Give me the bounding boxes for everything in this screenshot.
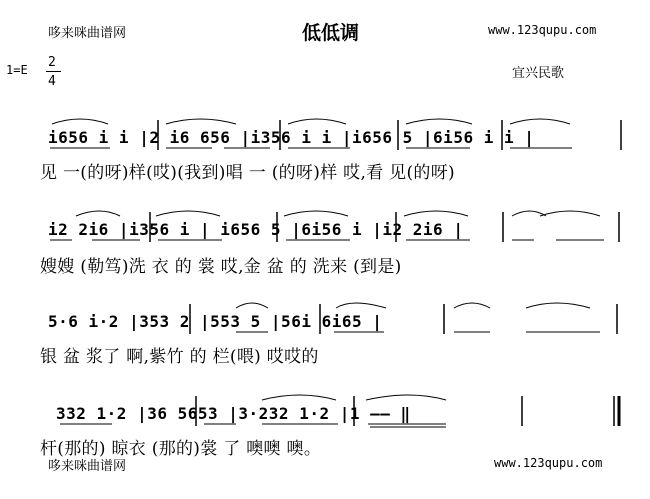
lyrics-line-3: 银 盆 浆了 啊,紫竹 的 栏(喂) 哎哎的 (40, 347, 319, 367)
footer-site-name: 哆来咪曲谱网 (48, 459, 127, 474)
notation-line-2: i2 2i6 |i356 i | i656 5 |6i56 i |i2 2i6 | (48, 220, 464, 239)
page-title: 低低调 (302, 22, 360, 44)
notation-line-1: i656 i i |2 i6 656 |i356 i i |i656 5 |6i56 i i | (48, 128, 535, 147)
notation-line-3: 5·6 i·2 |353 2 |553 5 |56i 6i65 | (48, 312, 383, 331)
genre-label: 宜兴民歌 (512, 66, 565, 81)
time-signature-top: 2 (48, 55, 56, 70)
header-url: www.123qupu.com (488, 23, 597, 37)
time-signature-bottom: 4 (48, 74, 56, 89)
footer-url: www.123qupu.com (494, 456, 603, 470)
notation-line-4: 332 1·2 |36 5653 |3·232 1·2 |1 —— ‖ (56, 404, 411, 423)
lyrics-line-2: 嫂嫂 (勒笃)洗 衣 的 裳 哎,金 盆 的 洗来 (到是) (40, 257, 402, 277)
header-site-name: 哆来咪曲谱网 (48, 26, 127, 41)
lyrics-line-1: 见 一(的呀)样(哎)(我到)唱 一 (的呀)样 哎,看 见(的呀) (40, 163, 455, 183)
key-signature: 1=E (6, 63, 28, 77)
lyrics-line-4: 杆(那的) 晾衣 (那的)裳 了 噢噢 噢。 (40, 439, 322, 459)
